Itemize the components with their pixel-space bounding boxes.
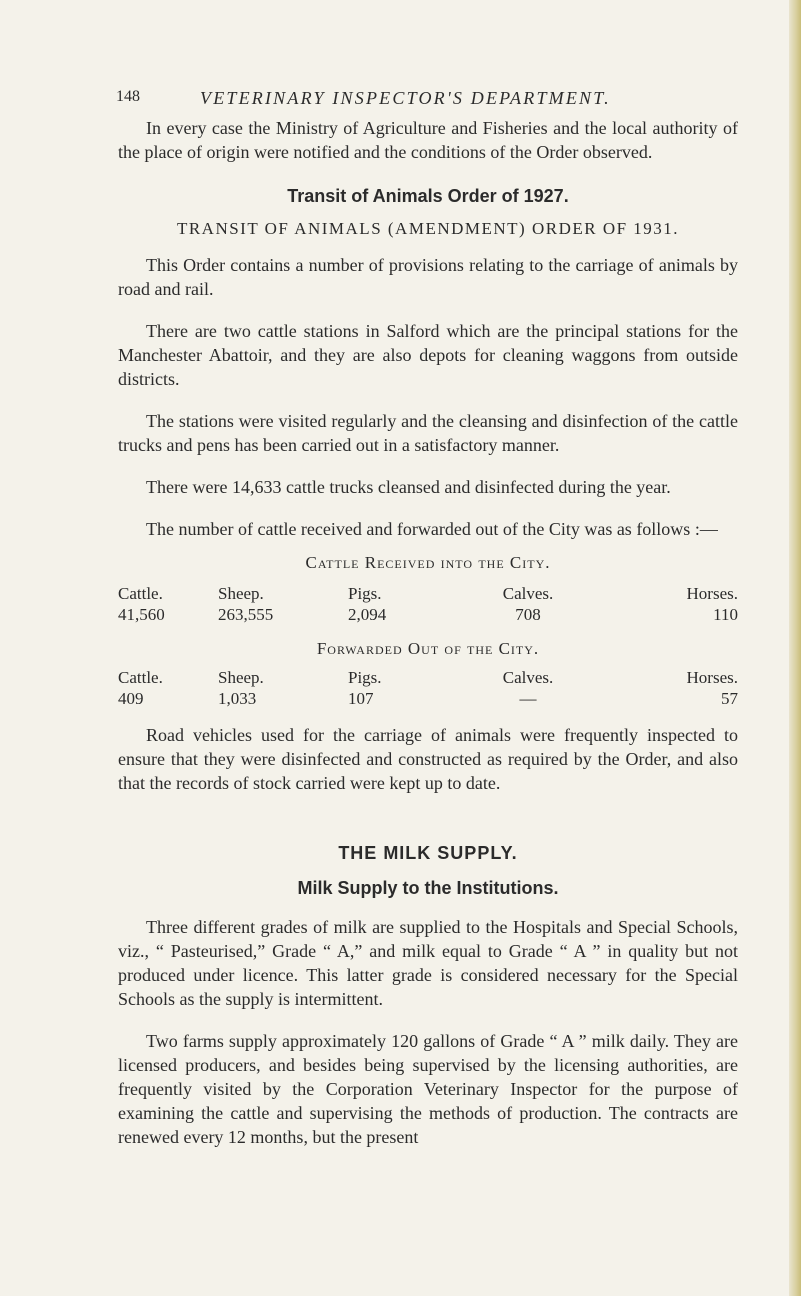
page-body — [118, 116, 738, 1149]
intro-paragraph: In every case the Ministry of Agriculture and Fisheries and the local authority of the place of origin were notified and the conditions of the Order observed. — [118, 118, 738, 162]
page-header — [116, 88, 736, 118]
table-cell: 263,555 — [218, 604, 274, 624]
table-row — [118, 604, 738, 625]
road-vehicles-paragraph: Road vehicles used for the carriage of animals were frequently inspected to ensure that they were disinfected and constructed as required by the Order, and also that the records of stock carried were kept up to date. — [118, 725, 738, 793]
running-title: VETERINARY INSPECTOR'S DEPARTMENT. — [200, 88, 611, 108]
received-table — [118, 583, 738, 625]
table-cell: 57 — [721, 688, 738, 708]
received-table-title: Cattle Received into the City. — [305, 553, 551, 572]
transit-subheading: TRANSIT OF ANIMALS (AMENDMENT) ORDER OF 1931. — [176, 219, 680, 238]
table-header-cell: Calves. — [502, 667, 554, 687]
table-header-cell: Pigs. — [348, 583, 382, 603]
transit-paragraph: The number of cattle received and forwarded out of the City was as follows :— — [146, 519, 718, 539]
forwarded-table — [118, 667, 738, 709]
table-cell: 41,560 — [118, 604, 165, 624]
table-header-cell: Horses. — [686, 667, 738, 687]
transit-paragraph: The stations were visited regularly and the cleansing and disinfection of the cattle trucks and pens has been carried out in a satisfactory manner. — [118, 411, 738, 455]
table-header-cell: Sheep. — [218, 667, 264, 687]
table-cell: 110 — [713, 604, 738, 624]
page-number: 148 — [116, 88, 140, 105]
milk-subheading: Milk Supply to the Institutions. — [297, 878, 559, 898]
transit-paragraph: This Order contains a number of provisions relating to the carriage of animals by road and rail. — [118, 255, 738, 299]
forwarded-table-title: Forwarded Out of the City. — [316, 639, 540, 658]
table-header-cell: Sheep. — [218, 583, 264, 603]
table-header-row — [118, 583, 738, 604]
table-cell: 107 — [348, 688, 374, 708]
table-header-cell: Cattle. — [118, 583, 163, 603]
table-cell: 708 — [515, 604, 541, 624]
table-row — [118, 688, 738, 709]
transit-paragraph: There were 14,633 cattle trucks cleansed and disinfected during the year. — [146, 477, 671, 497]
page-edge-decoration — [789, 0, 801, 1296]
table-header-cell: Pigs. — [348, 667, 382, 687]
transit-heading: Transit of Animals Order of 1927. — [287, 186, 569, 206]
table-cell: 409 — [118, 688, 144, 708]
transit-paragraph: There are two cattle stations in Salford which are the principal stations for the Manchester Abattoir, and they are also depots for cleaning waggons from outside districts. — [118, 321, 738, 389]
milk-paragraph: Two farms supply approximately 120 gallons of Grade “ A ” milk daily. They are licensed producers, and besides being supervised by the licensing authorities, are frequently visited by the Corporation Veterinary Inspector for the purpose of examining the cattle and supervising the methods of production. The contracts are renewed every 12 months, but the present — [118, 1031, 738, 1147]
table-cell: — — [519, 688, 537, 708]
table-header-cell: Cattle. — [118, 667, 163, 687]
table-cell: 2,094 — [348, 604, 387, 624]
table-header-row — [118, 667, 738, 688]
table-header-cell: Calves. — [502, 583, 554, 603]
table-header-cell: Horses. — [686, 583, 738, 603]
milk-heading: THE MILK SUPPLY. — [338, 843, 518, 863]
milk-paragraph: Three different grades of milk are supplied to the Hospitals and Special Schools, viz., “ Pasteurised,” Grade “ A,” and milk equal to Grade “ A ” in quality but not produced under licence. This latter grade is considered necessary for the Special Schools as the supply is intermittent. — [118, 917, 738, 1009]
table-cell: 1,033 — [218, 688, 257, 708]
